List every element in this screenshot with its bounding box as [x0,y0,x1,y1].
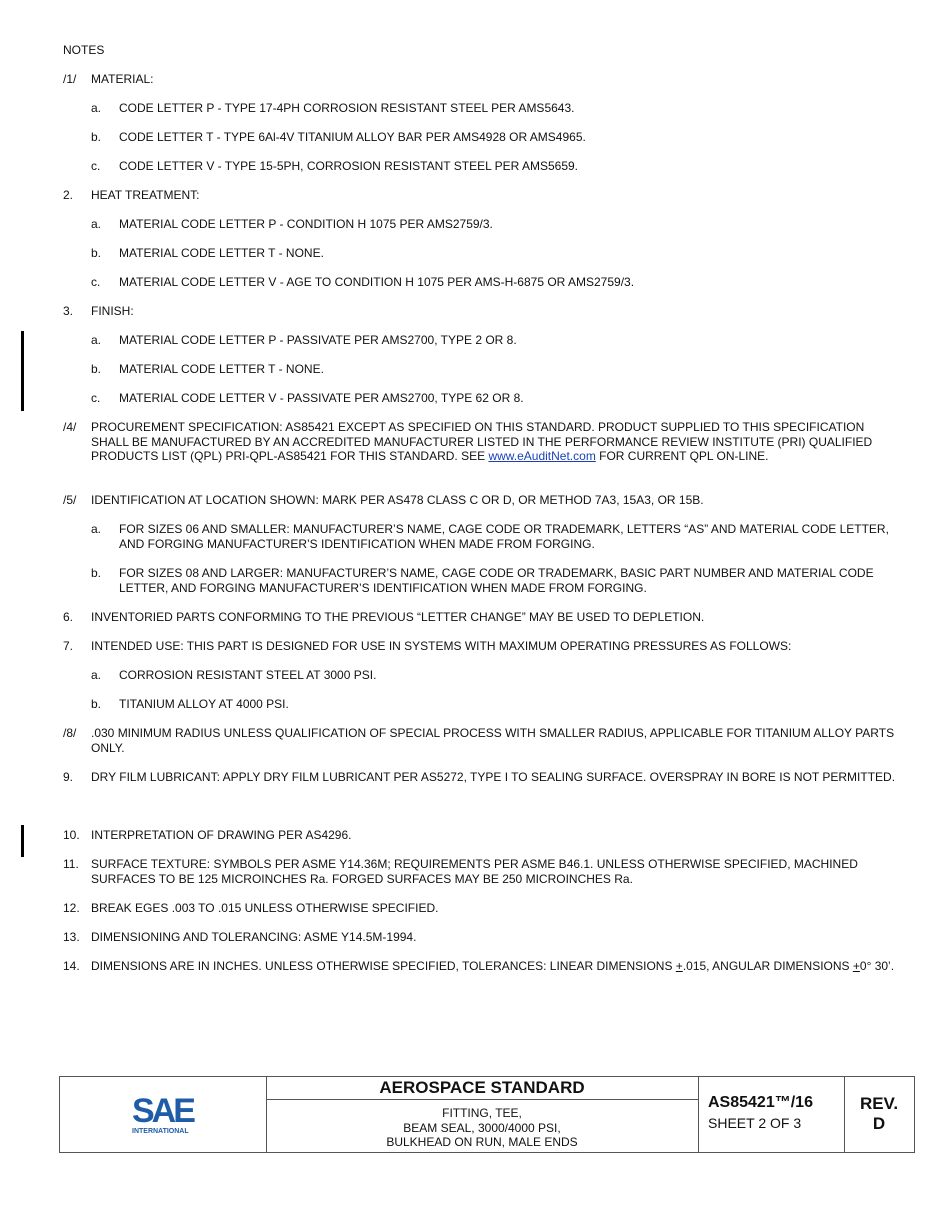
note-number: /8/ [63,726,77,740]
sub-text: FOR SIZES 06 AND SMALLER: MANUFACTURER’S NAME, CAGE CODE OR TRADEMARK, LETTERS “AS” AND MATERIAL CODE LETTER, AND FORGING MANUFACTURER’S IDENTIFICATION WHEN MADE FROM FORGING. [119,522,889,551]
note-12 [63,901,898,916]
note-number: 3. [63,304,74,318]
note-number: 7. [63,639,74,653]
note-text [91,959,898,974]
note-6 [63,610,898,625]
description-line: BULKHEAD ON RUN, MALE ENDS [386,1135,578,1149]
sub-number: a. [91,522,102,536]
note-1a [91,101,898,116]
revision-change-bar [21,331,24,411]
sub-number: b. [91,130,102,144]
note-number: 6. [63,610,74,624]
note-number: 10. [63,828,80,842]
note-11 [63,857,898,886]
note-text: INTENDED USE: THIS PART IS DESIGNED FOR USE IN SYSTEMS WITH MAXIMUM OPERATING PRESSURES AS FOLLOWS: [91,639,792,653]
note-number: 14. [63,959,80,973]
sae-logo-cell [60,1077,267,1152]
note-7b [91,697,898,712]
sub-text: MATERIAL CODE LETTER P - CONDITION H 1075 PER AMS2759/3. [119,217,493,231]
title-cell [266,1077,699,1152]
sub-number: a. [91,101,102,115]
note-1 [63,72,898,87]
note-3a [91,333,898,348]
description-line: FITTING, TEE, [442,1106,522,1120]
note-7a [91,668,898,683]
sub-text: CODE LETTER P - TYPE 17-4PH CORROSION RESISTANT STEEL PER AMS5643. [119,101,575,115]
note-2b [91,246,898,261]
note-number: 2. [63,188,74,202]
sub-text: FOR SIZES 08 AND LARGER: MANUFACTURER’S NAME, CAGE CODE OR TRADEMARK, BASIC PART NUMBER AND MATERIAL CODE LETTER, AND FORGING MANUFACTURER’S IDENTIFICATION WHEN MADE FROM FORGING. [119,566,874,595]
sub-number: a. [91,217,102,231]
sub-number: b. [91,566,102,580]
standard-heading: AEROSPACE STANDARD [266,1077,698,1100]
revision-change-bar [21,825,24,857]
note-text: .030 MINIMUM RADIUS UNLESS QUALIFICATION OF SPECIAL PROCESS WITH SMALLER RADIUS, APPLICABLE FOR TITANIUM ALLOY PARTS ONLY. [91,726,895,755]
note-4 [63,420,898,464]
note-number: /1/ [63,72,77,86]
note-text-part: .015, ANGULAR DIMENSIONS [682,959,853,973]
note-text: SURFACE TEXTURE: SYMBOLS PER ASME Y14.36M; REQUIREMENTS PER ASME B46.1. UNLESS OTHERWISE SPECIFIED, MACHINED SURFACES TO BE 125 MICROINCHES Ra. FORGED SURFACES MAY BE 250 MICROINCHES Ra. [91,857,858,886]
note-text: INTERPRETATION OF DRAWING PER AS4296. [91,828,352,842]
note-3 [63,304,898,319]
note-2 [63,188,898,203]
description-line: BEAM SEAL, 3000/4000 PSI, [403,1120,561,1135]
revision-label: REV. [859,1094,899,1113]
sub-number: c. [91,391,101,405]
sub-text: CODE LETTER V - TYPE 15-5PH, CORROSION RESISTANT STEEL PER AMS5659. [119,159,579,173]
note-1c [91,159,898,174]
notes-title: NOTES [63,43,105,57]
sub-text: MATERIAL CODE LETTER T - NONE. [119,362,324,376]
note-text-part: DIMENSIONS ARE IN INCHES. UNLESS OTHERWISE SPECIFIED, TOLERANCES: LINEAR DIMENSIONS [91,959,676,973]
note-text: MATERIAL: [91,72,154,86]
sae-logo-subtitle: INTERNATIONAL [132,1128,189,1135]
note-3b [91,362,898,377]
note-text: HEAT TREATMENT: [91,188,200,202]
sub-text: TITANIUM ALLOY AT 4000 PSI. [119,697,289,711]
note-text [91,420,898,464]
document-number: AS85421™/16 [708,1094,813,1111]
sub-number: b. [91,362,102,376]
note-text-part: PROCUREMENT SPECIFICATION: AS85421 EXCEPT AS SPECIFIED ON THIS STANDARD. PRODUCT SUPPLIED TO THIS SPECIFICATION SHALL BE MANUFACTURED BY AN ACCREDITED MANUFACTURER LISTED IN THE PERFORMANCE REVIEW INSTITUTE (PRI) QUALIFIED PRODUCTS LIST (QPL) PRI-QPL-AS85421 FOR THIS STANDARD. SEE [91,420,873,463]
note-10 [63,828,898,843]
note-1b [91,130,898,145]
revision-value: D [872,1114,886,1133]
note-5b [91,566,898,595]
note-5a [91,522,898,551]
sae-logo-mark: SAE [132,1092,193,1130]
note-5 [63,493,898,508]
note-number: /5/ [63,493,77,507]
note-number: 13. [63,930,80,944]
sub-number: a. [91,668,102,682]
sub-number: a. [91,333,102,347]
note-2c [91,275,898,290]
eauditnet-link[interactable]: www.eAuditNet.com [488,449,596,463]
sub-text: MATERIAL CODE LETTER P - PASSIVATE PER AMS2700, TYPE 2 OR 8. [119,333,517,347]
note-text: DIMENSIONING AND TOLERANCING: ASME Y14.5M-1994. [91,930,417,944]
sub-text: CODE LETTER T - TYPE 6Al-4V TITANIUM ALLOY BAR PER AMS4928 OR AMS4965. [119,130,586,144]
note-number: 9. [63,770,74,784]
note-text: BREAK EGES .003 TO .015 UNLESS OTHERWISE SPECIFIED. [91,901,439,915]
revision-cell [844,1077,914,1152]
sub-text: MATERIAL CODE LETTER V - PASSIVATE PER AMS2700, TYPE 62 OR 8. [119,391,524,405]
sub-number: b. [91,246,102,260]
note-7 [63,639,898,654]
note-text: INVENTORIED PARTS CONFORMING TO THE PREVIOUS “LETTER CHANGE” MAY BE USED TO DEPLETION. [91,610,705,624]
sub-number: c. [91,159,101,173]
sub-text: MATERIAL CODE LETTER T - NONE. [119,246,324,260]
note-8 [63,726,898,755]
sub-text: MATERIAL CODE LETTER V - AGE TO CONDITION H 1075 PER AMS-H-6875 OR AMS2759/3. [119,275,635,289]
sub-text: CORROSION RESISTANT STEEL AT 3000 PSI. [119,668,377,682]
note-9 [63,770,898,785]
note-number: 11. [63,857,79,871]
title-block [59,1076,915,1153]
plus-minus-sign: + [852,959,860,973]
note-text: IDENTIFICATION AT LOCATION SHOWN: MARK PER AS478 CLASS C OR D, OR METHOD 7A3, 15A3, OR 15B. [91,493,704,507]
note-text: FINISH: [91,304,134,318]
note-13 [63,930,898,945]
document-number-cell [698,1077,845,1152]
note-14 [63,959,898,974]
note-text-part: 0° 30’. [859,959,895,973]
sub-number: b. [91,697,102,711]
part-description [266,1100,698,1150]
note-2a [91,217,898,232]
note-text: DRY FILM LUBRICANT: APPLY DRY FILM LUBRICANT PER AS5272, TYPE I TO SEALING SURFACE. OVERSPRAY IN BORE IS NOT PERMITTED. [91,770,896,784]
sheet-number: SHEET 2 OF 3 [708,1115,802,1131]
sub-number: c. [91,275,101,289]
note-text-part: FOR CURRENT QPL ON-LINE. [595,449,769,463]
plus-minus-sign: + [675,959,683,973]
note-number: /4/ [63,420,77,434]
note-3c [91,391,898,406]
note-number: 12. [63,901,80,915]
sae-logo [60,1077,266,1152]
